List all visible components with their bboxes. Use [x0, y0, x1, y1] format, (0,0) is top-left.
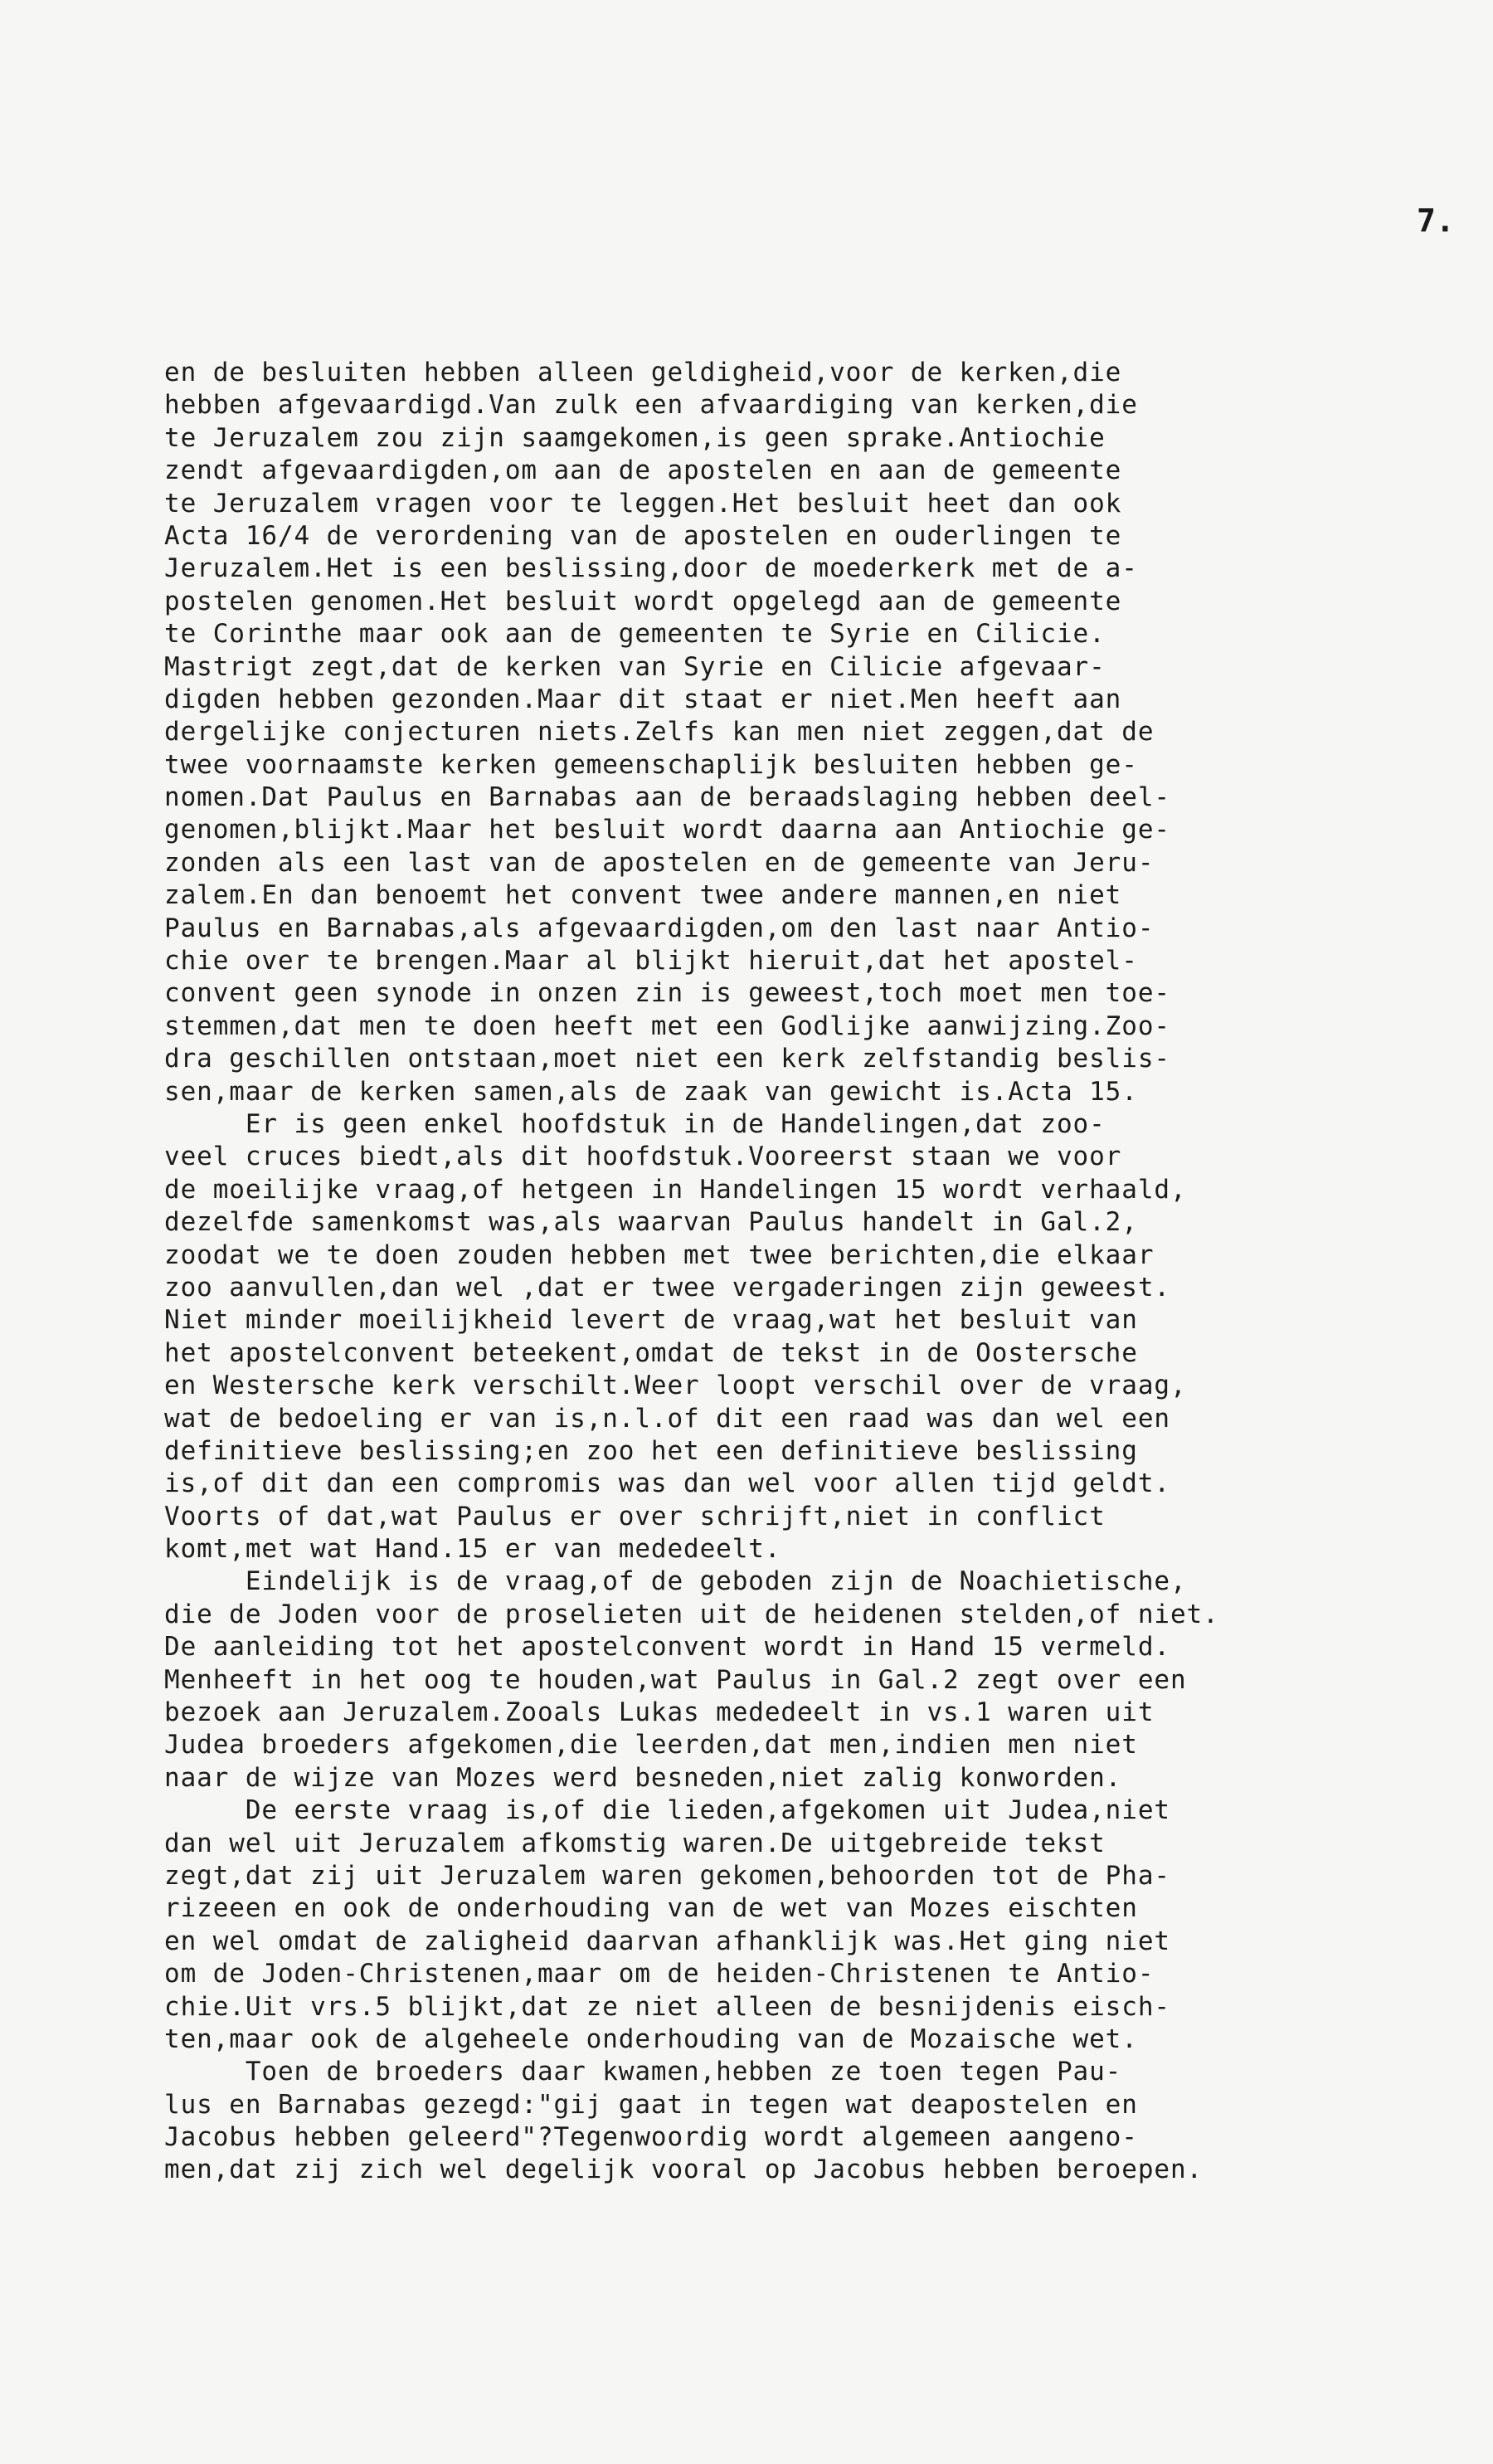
text-line: ten,maar ook de algeheele onderhouding van de Mozaische wet.	[164, 2023, 1138, 2054]
text-line: Mastrigt zegt,dat de kerken van Syrie en Cilicie afgevaar-	[164, 651, 1106, 682]
text-line: veel cruces biedt,als dit hoofdstuk.Vooreerst staan we voor	[164, 1142, 1122, 1172]
text-line: stemmen,dat men te doen heeft met een Godlijke aanwijzing.Zoo-	[164, 1010, 1170, 1041]
text-line: hebben afgevaardigd.Van zulk een afvaardiging van kerken,die	[164, 390, 1138, 421]
text-line: chie.Uit vrs.5 blijkt,dat ze niet alleen de besnijdenis eisch-	[164, 1991, 1170, 2022]
text-line: sen,maar de kerken samen,als de zaak van gewicht is.Acta 15.	[164, 1076, 1138, 1107]
text-line: zoodat we te doen zouden hebben met twee berichten,die elkaar	[164, 1239, 1155, 1270]
text-line: dezelfde samenkomst was,als waarvan Paulus handelt in Gal.2,	[164, 1207, 1138, 1238]
text-line: Menheeft in het oog te houden,wat Paulus in Gal.2 zegt over een	[164, 1664, 1187, 1695]
text-line: Eindelijk is de vraag,of de geboden zijn de Noachietische,	[164, 1566, 1187, 1597]
text-line: naar de wijze van Mozes werd besneden,niet zalig konworden.	[164, 1762, 1122, 1793]
text-line: Acta 16/4 de verordening van de apostelen en ouderlingen te	[164, 520, 1122, 551]
text-line: De eerste vraag is,of die lieden,afgekomen uit Judea,niet	[164, 1795, 1170, 1826]
text-line: digden hebben gezonden.Maar dit staat er niet.Men heeft aan	[164, 684, 1122, 714]
text-line: nomen.Dat Paulus en Barnabas aan de beraadslaging hebben deel-	[164, 782, 1170, 813]
text-line: Voorts of dat,wat Paulus er over schrijft,niet in conflict	[164, 1501, 1106, 1531]
text-line: zonden als een last van de apostelen en de gemeente van Jeru-	[164, 847, 1155, 878]
text-line: genomen,blijkt.Maar het besluit wordt daarna aan Antiochie ge-	[164, 815, 1170, 845]
text-line: de moeilijke vraag,of hetgeen in Handelingen 15 wordt verhaald,	[164, 1174, 1187, 1205]
text-line: definitieve beslissing;en zoo het een definitieve beslissing	[164, 1435, 1138, 1466]
text-line: dergelijke conjecturen niets.Zelfs kan men niet zeggen,dat de	[164, 717, 1155, 747]
page-number: 7.	[1417, 202, 1455, 239]
text-line: te Corinthe maar ook aan de gemeenten te Syrie en Cilicie.	[164, 619, 1106, 650]
text-line: en wel omdat de zaligheid daarvan afhanklijk was.Het ging niet	[164, 1926, 1170, 1956]
text-line: chie over te brengen.Maar al blijkt hieruit,dat het apostel-	[164, 946, 1138, 976]
text-line: men,dat zij zich wel degelijk vooral op Jacobus hebben beroepen.	[164, 2155, 1204, 2185]
text-line: bezoek aan Jeruzalem.Zooals Lukas mededeelt in vs.1 waren uit	[164, 1697, 1155, 1728]
text-line: De aanleiding tot het apostelconvent wordt in Hand 15 vermeld.	[164, 1632, 1170, 1663]
text-line: zoo aanvullen,dan wel ,dat er twee vergaderingen zijn geweest.	[164, 1272, 1170, 1303]
text-line: Toen de broeders daar kwamen,hebben ze toen tegen Pau-	[164, 2057, 1122, 2087]
text-line: zalem.En dan benoemt het convent twee andere mannen,en niet	[164, 880, 1122, 911]
text-line: wat de bedoeling er van is,n.l.of dit een raad was dan wel een	[164, 1403, 1170, 1434]
body-text	[164, 357, 1458, 2187]
text-line: dra geschillen ontstaan,moet niet een kerk zelfstandig beslis-	[164, 1044, 1170, 1074]
text-line: te Jeruzalem zou zijn saamgekomen,is geen sprake.Antiochie	[164, 422, 1106, 453]
text-line: om de Joden-Christenen,maar om de heiden-Christenen te Antio-	[164, 1959, 1155, 1989]
text-line: convent geen synode in onzen zin is geweest,toch moet men toe-	[164, 978, 1170, 1009]
text-line: het apostelconvent beteekent,omdat de tekst in de Oostersche	[164, 1337, 1138, 1368]
text-line: Paulus en Barnabas,als afgevaardigden,om den last naar Antio-	[164, 913, 1155, 943]
text-line: te Jeruzalem vragen voor te leggen.Het besluit heet dan ook	[164, 488, 1122, 519]
text-line: en de besluiten hebben alleen geldigheid,voor de kerken,die	[164, 358, 1122, 387]
text-line: Er is geen enkel hoofdstuk in de Handelingen,dat zoo-	[164, 1108, 1106, 1139]
text-line: en Westersche kerk verschilt.Weer loopt verschil over de vraag,	[164, 1371, 1187, 1401]
text-line: Judea broeders afgekomen,die leerden,dat men,indien men niet	[164, 1730, 1138, 1760]
text-line: zegt,dat zij uit Jeruzalem waren gekomen,behoorden tot de Pha-	[164, 1860, 1170, 1891]
text-line: rizeeen en ook de onderhouding van de wet van Mozes eischten	[164, 1893, 1138, 1924]
text-line: Jeruzalem.Het is een beslissing,door de moederkerk met de a-	[164, 553, 1138, 584]
text-line: twee voornaamste kerken gemeenschaplijk besluiten hebben ge-	[164, 749, 1138, 780]
text-line: Jacobus hebben geleerd"?Tegenwoordig wordt algemeen aangeno-	[164, 2122, 1138, 2153]
text-line: lus en Barnabas gezegd:"gij gaat in tegen wat deapostelen en	[164, 2089, 1138, 2120]
text-line: dan wel uit Jeruzalem afkomstig waren.De uitgebreide tekst	[164, 1828, 1106, 1858]
text-line: Niet minder moeilijkheid levert de vraag,wat het besluit van	[164, 1305, 1138, 1336]
text-line: komt,met wat Hand.15 er van mededeelt.	[164, 1534, 781, 1565]
text-line: zendt afgevaardigden,om aan de apostelen en aan de gemeente	[164, 455, 1122, 486]
text-line: postelen genomen.Het besluit wordt opgelegd aan de gemeente	[164, 586, 1122, 616]
text-line: is,of dit dan een compromis was dan wel voor allen tijd geldt.	[164, 1468, 1170, 1499]
text-line: die de Joden voor de proselieten uit de heidenen stelden,of niet.	[164, 1599, 1219, 1629]
